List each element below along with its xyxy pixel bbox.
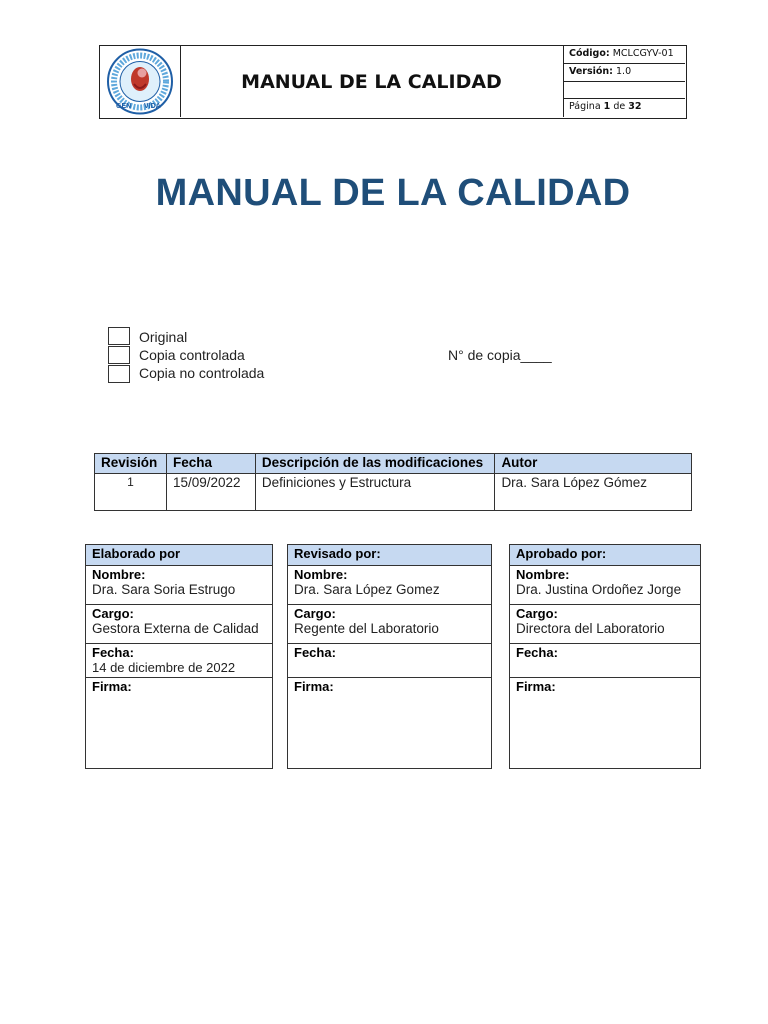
logo-text-left: GEN	[116, 103, 132, 110]
approval-cargo	[510, 605, 700, 644]
version-row	[563, 64, 685, 82]
header-title: MANUAL DE LA CALIDAD	[180, 46, 564, 117]
approval-fecha	[288, 644, 491, 678]
cell-descripcion: Definiciones y Estructura	[255, 474, 495, 511]
document-header	[99, 45, 687, 119]
approval-nombre	[510, 566, 700, 605]
table-row	[95, 474, 692, 511]
logo-text-right: VIDA	[144, 103, 161, 110]
copy-number-label: N° de copia____	[448, 347, 552, 363]
approval-firma	[86, 678, 272, 768]
cargo-label: Cargo:	[516, 606, 558, 621]
approval-cargo	[288, 605, 491, 644]
fecha-label: Fecha:	[516, 645, 558, 660]
firma-label: Firma:	[294, 679, 334, 694]
nombre-label: Nombre:	[516, 567, 570, 582]
version-label: Versión:	[569, 65, 613, 77]
nombre-value: Dra. Sara Soria Estrugo	[92, 582, 236, 597]
approval-title: Elaborado por	[86, 545, 272, 566]
cargo-label: Cargo:	[92, 606, 134, 621]
cell-revision: 1	[95, 474, 167, 511]
approval-nombre	[86, 566, 272, 605]
checkbox-copia-controlada[interactable]	[108, 346, 130, 364]
label-copia-controlada: Copia controlada	[139, 347, 245, 363]
nombre-label: Nombre:	[294, 567, 348, 582]
approval-firma	[288, 678, 491, 768]
cargo-value: Gestora Externa de Calidad	[92, 621, 259, 636]
page-total: 32	[628, 101, 642, 113]
fecha-label: Fecha:	[92, 645, 134, 660]
fecha-value: 14 de diciembre de 2022	[92, 660, 236, 675]
approval-elaborado	[85, 544, 273, 769]
label-original: Original	[139, 329, 188, 345]
approval-fecha	[510, 644, 700, 678]
col-descripcion: Descripción de las modificaciones	[255, 454, 495, 474]
cargo-value: Regente del Laboratorio	[294, 621, 439, 636]
cargo-value: Directora del Laboratorio	[516, 621, 665, 636]
cell-fecha: 15/09/2022	[166, 474, 255, 511]
header-meta	[563, 46, 685, 117]
firma-label: Firma:	[516, 679, 556, 694]
logo-cell	[100, 46, 181, 117]
page-label: Página	[569, 101, 601, 113]
fecha-label: Fecha:	[294, 645, 336, 660]
col-revision: Revisión	[95, 454, 167, 474]
version-value: 1.0	[616, 65, 632, 77]
approval-firma	[510, 678, 700, 768]
cargo-label: Cargo:	[294, 606, 336, 621]
revision-header-row	[95, 454, 692, 474]
firma-label: Firma:	[92, 679, 132, 694]
genvida-lab-logo-icon	[100, 46, 180, 117]
code-value: MCLCGYV-01	[612, 48, 674, 59]
empty-row	[563, 82, 685, 100]
approval-cargo	[86, 605, 272, 644]
approval-revisado	[287, 544, 492, 769]
revision-table	[94, 453, 692, 511]
nombre-label: Nombre:	[92, 567, 146, 582]
nombre-value: Dra. Justina Ordoñez Jorge	[516, 582, 682, 597]
page-of: de	[613, 101, 626, 113]
col-fecha: Fecha	[166, 454, 255, 474]
main-title: MANUAL DE LA CALIDAD	[155, 172, 631, 214]
approval-title: Aprobado por:	[510, 545, 700, 566]
page-current: 1	[603, 101, 611, 113]
col-autor: Autor	[495, 454, 692, 474]
checkbox-copia-no-controlada[interactable]	[108, 365, 130, 383]
page-row	[563, 99, 685, 117]
code-row	[563, 46, 685, 64]
nombre-value: Dra. Sara López Gomez	[294, 582, 440, 597]
approval-nombre	[288, 566, 491, 605]
label-copia-no-controlada: Copia no controlada	[139, 365, 265, 381]
code-label: Código:	[569, 48, 610, 59]
approval-title: Revisado por:	[288, 545, 491, 566]
approval-aprobado	[509, 544, 701, 769]
cell-autor: Dra. Sara López Gómez	[495, 474, 692, 511]
approval-fecha	[86, 644, 272, 678]
checkbox-original[interactable]	[108, 327, 130, 345]
